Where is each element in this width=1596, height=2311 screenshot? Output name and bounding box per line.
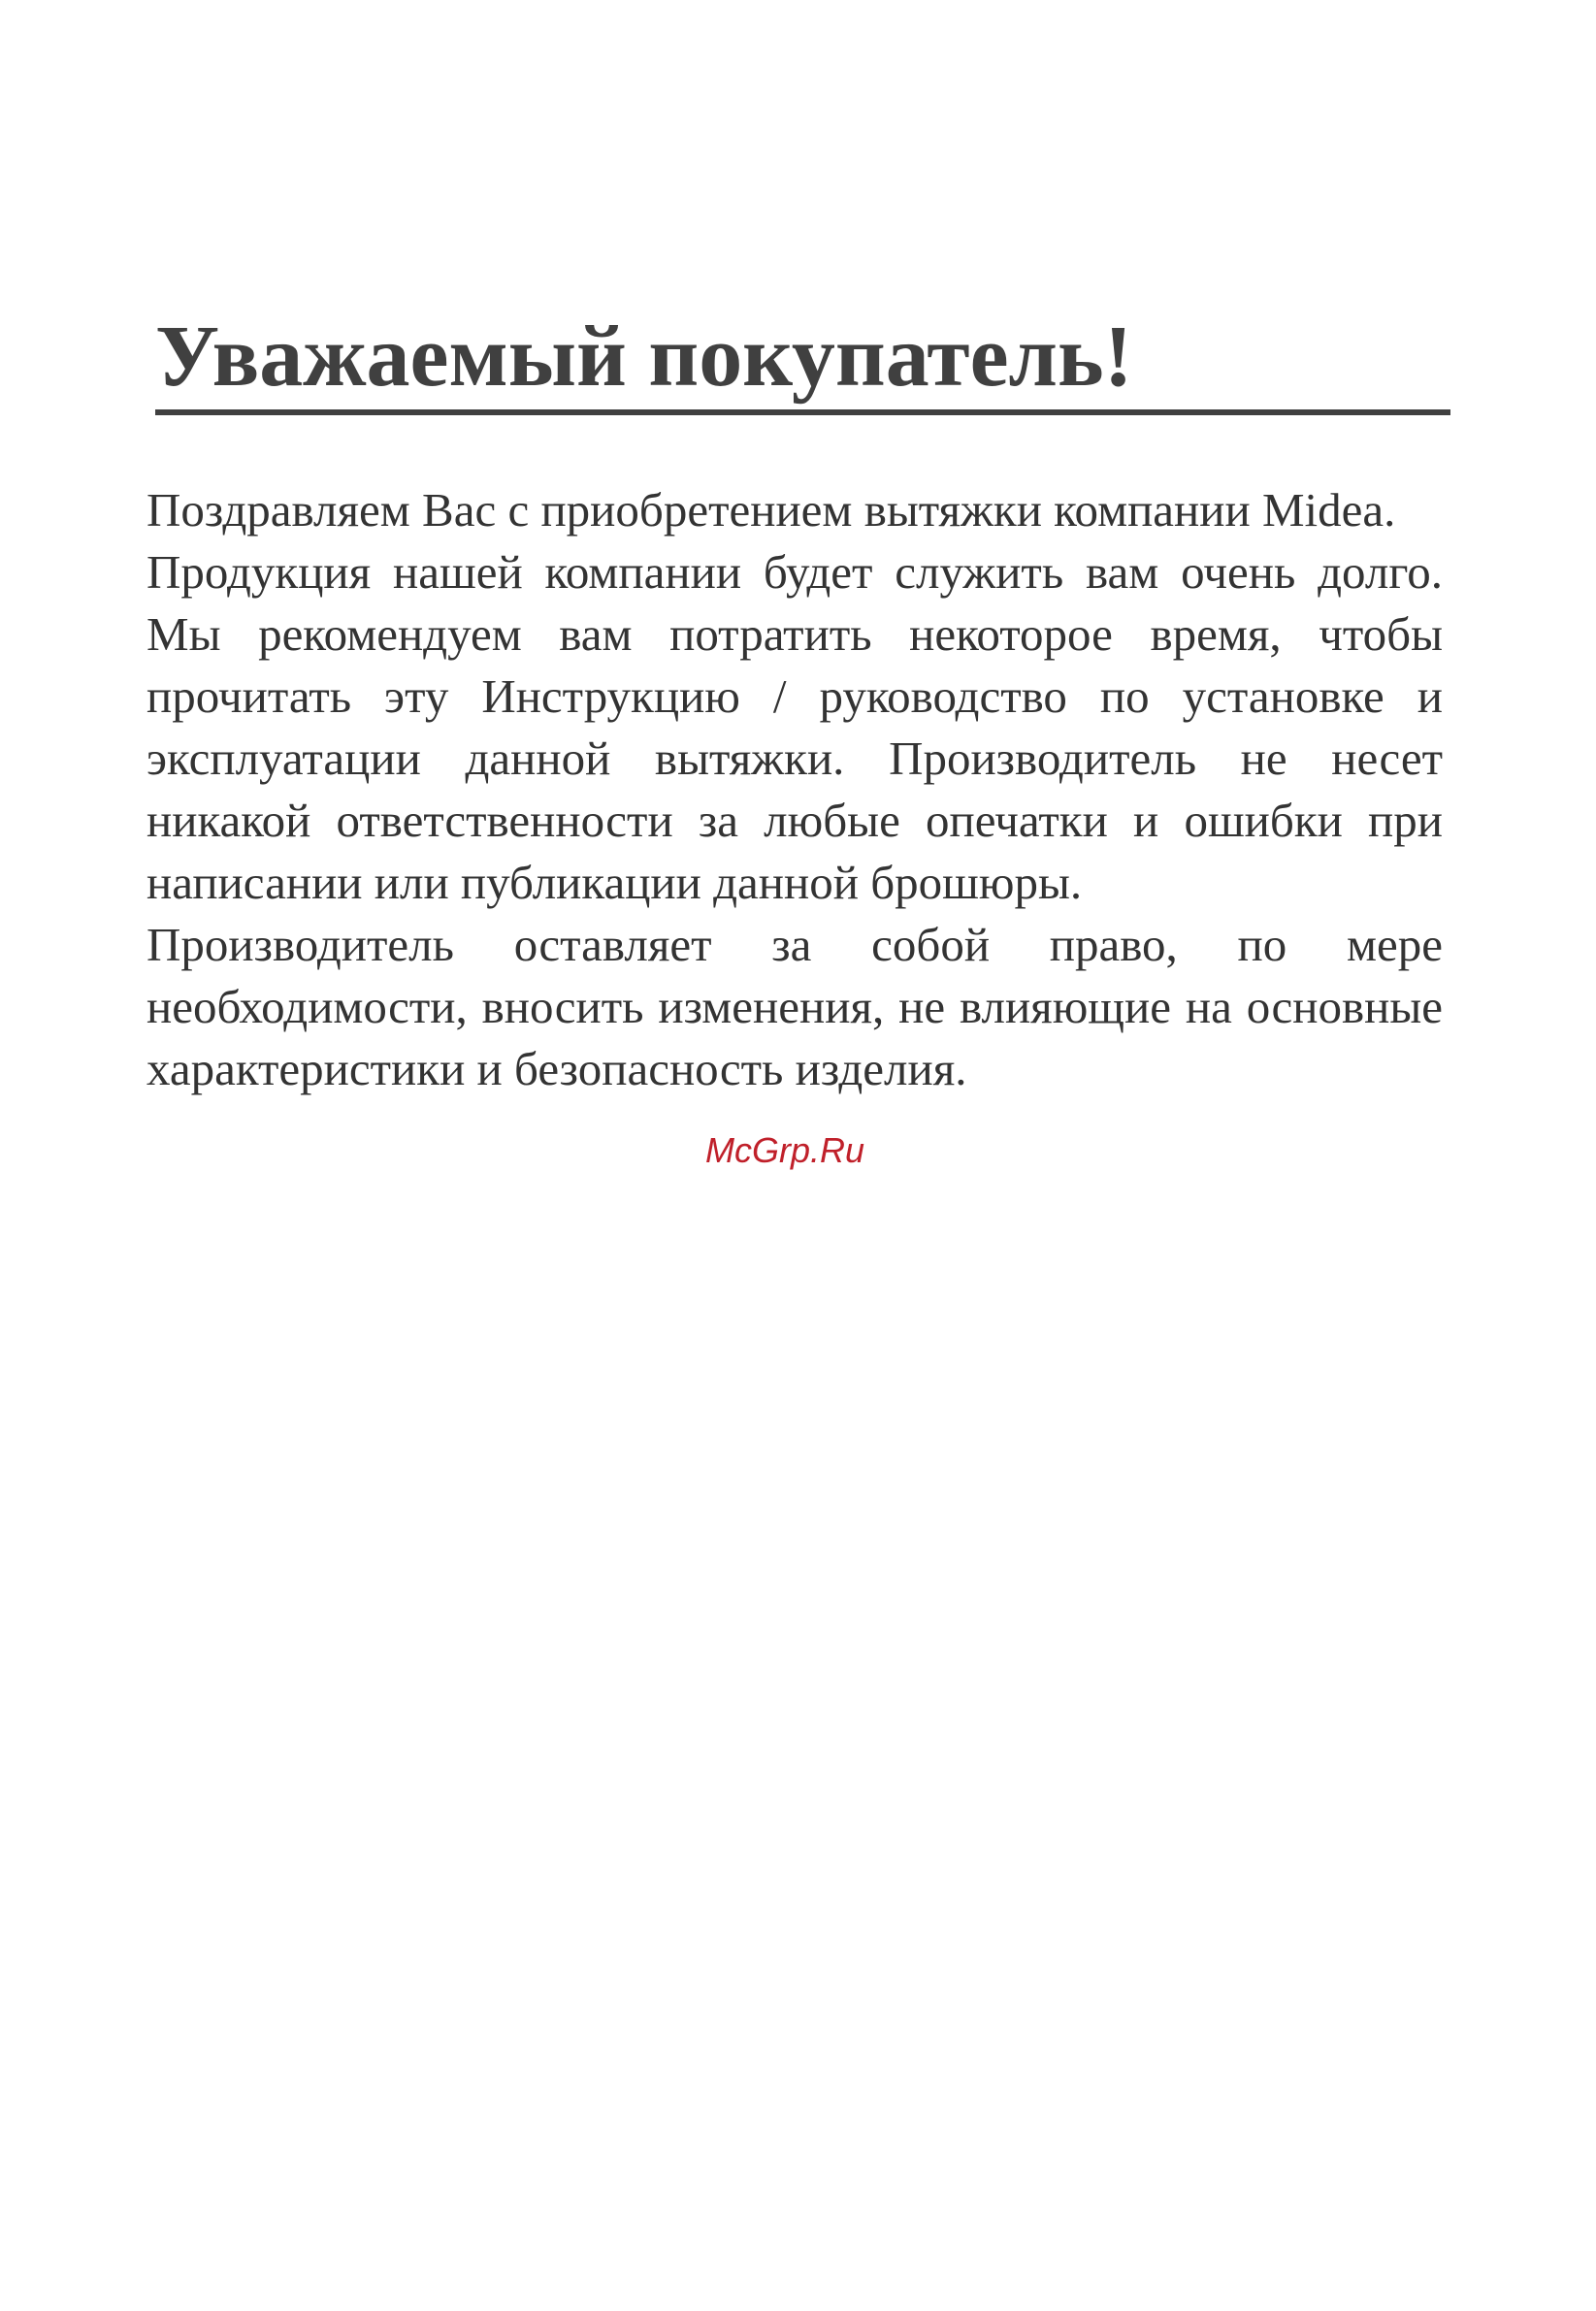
watermark: McGrp.Ru (705, 1130, 865, 1170)
body-text (147, 479, 1443, 1100)
paragraph-greeting: Поздравляем Вас с приобретением вытяжки компании Midea. (147, 483, 1396, 537)
title-underline (155, 409, 1450, 415)
paragraph-recommendation: Продукция нашей компании будет служить вам очень долго. Мы рекомендуем вам потратить некоторое время, чтобы прочитать эту Инструкцию / руководство по установке и эксплуатации данной вытяжки. Производитель не несет никакой ответственности за любые опечатки и ошибки при написании или публикации данной брошюры. (147, 545, 1443, 909)
title-block (155, 309, 1450, 415)
page-title: Уважаемый покупатель! (155, 309, 1133, 405)
paragraph-rights: Производитель оставляет за собой право, по мере необходимости, вносить изменения, не влияющие на основные характеристики и безопасность изделия. (147, 918, 1443, 1095)
